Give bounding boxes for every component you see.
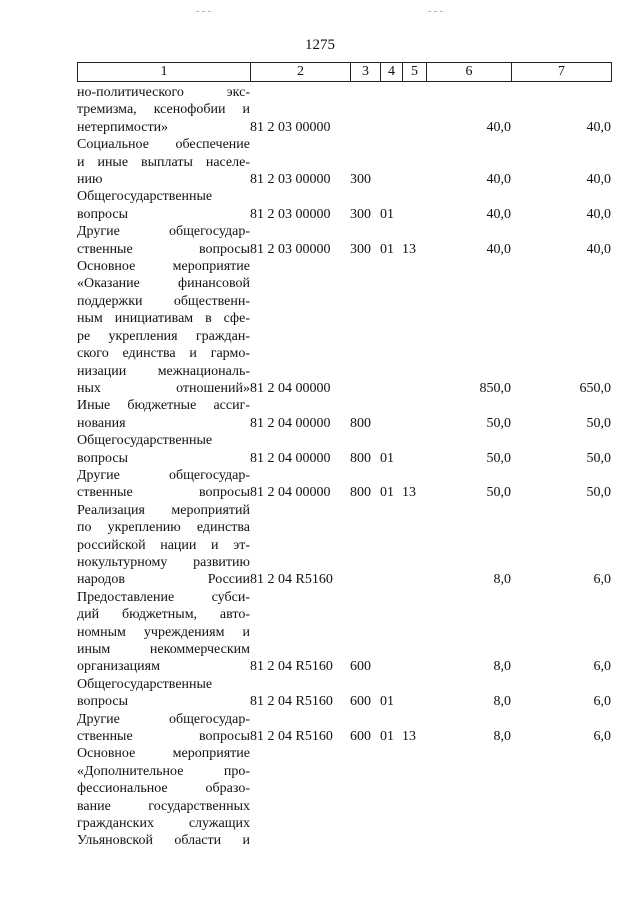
row-name-line: ных отношений» — [77, 380, 250, 396]
row-code: 81 2 04 00000 — [250, 450, 331, 466]
row-col-3: 600 — [350, 659, 371, 675]
row-col-3 — [350, 745, 380, 849]
row-col-4 — [380, 502, 402, 589]
row-name — [77, 432, 250, 467]
row-col-4 — [380, 84, 402, 136]
row-col-5 — [402, 745, 426, 849]
row-name-line: Иные бюджетные ассиг- — [77, 398, 250, 414]
row-col-5 — [402, 397, 426, 432]
row-col-7: 40,0 — [586, 119, 611, 135]
row-col-7: 6,0 — [593, 572, 611, 588]
row-col-4: 01 — [380, 485, 394, 501]
row-col-5 — [402, 432, 426, 467]
row-col-7: 6,0 — [593, 729, 611, 745]
row-col-3 — [350, 84, 380, 136]
row-name-line: но-политического экс- — [77, 85, 250, 100]
row-name — [77, 589, 250, 676]
row-name-line: организациям — [77, 659, 160, 675]
table-row — [77, 188, 611, 223]
row-col-6: 40,0 — [486, 172, 511, 188]
header-col-1: 1 — [78, 63, 251, 82]
row-col-3: 800 — [350, 485, 371, 501]
row-col-3 — [350, 502, 380, 589]
row-col-4: 01 — [380, 729, 394, 745]
row-name-line: нию — [77, 172, 103, 188]
table-row — [77, 397, 611, 432]
row-name — [77, 84, 250, 136]
row-name — [77, 188, 250, 223]
row-col-5 — [402, 136, 426, 188]
row-name-line: Другие общегосудар- — [77, 711, 250, 727]
row-col-3: 600 — [350, 729, 371, 745]
page-number: 1275 — [305, 37, 335, 53]
row-code: 81 2 03 00000 — [250, 206, 331, 222]
row-name-line: «Оказание финансовой — [77, 276, 250, 292]
row-col-6: 8,0 — [493, 729, 511, 745]
row-name — [77, 467, 250, 502]
header-col-5: 5 — [403, 63, 427, 82]
table-row — [77, 258, 611, 397]
row-col-3: 600 — [350, 694, 371, 710]
header-row — [78, 63, 612, 82]
row-name-line: вопросы — [77, 450, 128, 466]
row-col-6: 8,0 — [493, 659, 511, 675]
row-col-4: 01 — [380, 694, 394, 710]
row-col-4 — [380, 397, 402, 432]
row-name-line: Основное мероприятие — [77, 259, 250, 275]
row-name-line: Другие общегосудар- — [77, 224, 250, 240]
row-name-line: и иные выплаты населе- — [77, 154, 250, 170]
row-name-line: Предоставление субси- — [77, 589, 250, 605]
row-name — [77, 397, 250, 432]
row-name-line: нетерпимости» — [77, 119, 169, 135]
row-code: 81 2 03 00000 — [250, 172, 331, 188]
row-name-line: нования — [77, 415, 126, 431]
row-name-line: ре укрепления граждан- — [77, 328, 250, 344]
row-name-line: вание государственных — [77, 798, 250, 814]
header-col-6: 6 — [427, 63, 512, 82]
row-name-line: Общегосударственные — [77, 433, 213, 449]
table-row — [77, 432, 611, 467]
row-name-line: ственные вопросы — [77, 241, 250, 257]
row-name-line: Ульяновской области и — [77, 833, 250, 849]
row-name — [77, 745, 250, 849]
row-name-line: вопросы — [77, 206, 128, 222]
header-col-7: 7 — [512, 63, 612, 82]
row-name-line: ным инициативам в сфе- — [77, 311, 250, 327]
row-col-6: 8,0 — [493, 572, 511, 588]
row-col-3: 800 — [350, 415, 371, 431]
row-name-line: Основное мероприятие — [77, 746, 250, 762]
row-col-7: 6,0 — [593, 659, 611, 675]
row-col-5: 13 — [402, 485, 416, 501]
row-col-5 — [402, 676, 426, 711]
row-col-7: 40,0 — [586, 241, 611, 257]
row-name — [77, 136, 250, 188]
table-row — [77, 502, 611, 589]
row-code: 81 2 04 R5160 — [250, 572, 333, 588]
row-col-6: 40,0 — [486, 241, 511, 257]
row-name-line: Другие общегосудар- — [77, 467, 250, 483]
row-name-line: российской нации и эт- — [77, 537, 250, 553]
row-col-6: 40,0 — [486, 119, 511, 135]
row-name-line: ственные вопросы — [77, 485, 250, 501]
row-col-4 — [380, 136, 402, 188]
row-code — [250, 745, 350, 849]
header-col-2: 2 — [251, 63, 351, 82]
row-col-4: 01 — [380, 206, 394, 222]
row-col-5 — [402, 258, 426, 397]
row-col-6 — [426, 745, 511, 849]
row-col-6: 50,0 — [486, 415, 511, 431]
row-name-line: Реализация мероприятий — [77, 502, 250, 518]
row-col-4: 01 — [380, 450, 394, 466]
row-col-3: 300 — [350, 241, 371, 257]
row-code: 81 2 03 00000 — [250, 241, 331, 257]
row-name-line: Социальное обеспечение — [77, 137, 250, 153]
row-col-7: 50,0 — [586, 415, 611, 431]
row-col-4: 01 — [380, 241, 394, 257]
row-code: 81 2 04 00000 — [250, 380, 331, 396]
row-name — [77, 223, 250, 258]
row-col-5 — [402, 589, 426, 676]
row-code: 81 2 04 00000 — [250, 415, 331, 431]
row-col-4 — [380, 258, 402, 397]
row-col-7 — [511, 745, 611, 849]
row-col-7: 650,0 — [579, 380, 611, 396]
row-name-line: «Дополнительное про- — [77, 763, 250, 779]
row-col-7: 50,0 — [586, 485, 611, 501]
row-col-6: 40,0 — [486, 206, 511, 222]
row-col-5: 13 — [402, 729, 416, 745]
table-row — [77, 676, 611, 711]
header-col-4: 4 — [381, 63, 403, 82]
row-col-4 — [380, 745, 402, 849]
row-col-6: 850,0 — [479, 380, 511, 396]
row-name — [77, 676, 250, 711]
row-code: 81 2 04 R5160 — [250, 729, 333, 745]
row-code: 81 2 04 00000 — [250, 485, 331, 501]
row-code: 81 2 04 R5160 — [250, 659, 333, 675]
row-col-6: 50,0 — [486, 450, 511, 466]
row-name — [77, 258, 250, 397]
row-name-line: номным учреждениям и — [77, 624, 250, 640]
table-row — [77, 745, 611, 849]
row-name-line: Общегосударственные — [77, 676, 213, 692]
row-col-5 — [402, 502, 426, 589]
row-name-line: фессиональное образо- — [77, 781, 250, 797]
table-row — [77, 136, 611, 188]
scan-mark: ‑ ‑ ‑ — [196, 6, 211, 17]
table-row — [77, 84, 611, 136]
row-col-4 — [380, 589, 402, 676]
row-col-7: 6,0 — [593, 694, 611, 710]
header-col-3: 3 — [351, 63, 381, 82]
table-header — [77, 62, 612, 82]
budget-table — [77, 84, 611, 850]
row-col-3 — [350, 258, 380, 397]
scan-mark: ‑ ‑ ‑ — [428, 6, 443, 17]
row-col-6: 50,0 — [486, 485, 511, 501]
row-col-5: 13 — [402, 241, 416, 257]
row-name-line: гражданских служащих — [77, 816, 250, 832]
table-row — [77, 711, 611, 746]
row-name — [77, 502, 250, 589]
row-col-5 — [402, 84, 426, 136]
row-col-7: 40,0 — [586, 206, 611, 222]
row-name-line: народов России — [77, 572, 250, 588]
row-col-3: 800 — [350, 450, 371, 466]
row-col-3: 300 — [350, 172, 371, 188]
row-name-line: Общегосударственные — [77, 189, 213, 205]
row-name-line: поддержки общественн- — [77, 293, 250, 309]
row-col-7: 50,0 — [586, 450, 611, 466]
row-name-line: иным некоммерческим — [77, 642, 250, 657]
row-name-line: по укреплению единства — [77, 520, 250, 536]
table-row — [77, 223, 611, 258]
row-col-6: 8,0 — [493, 694, 511, 710]
row-name-line: низации межнациональ- — [77, 363, 250, 379]
row-col-5 — [402, 188, 426, 223]
row-code: 81 2 03 00000 — [250, 119, 331, 135]
row-name-line: нокультурному развитию — [77, 554, 250, 570]
row-col-3: 300 — [350, 206, 371, 222]
row-name-line: ского единства и гармо- — [77, 346, 250, 362]
row-name-line: ственные вопросы — [77, 729, 250, 745]
row-name-line: дий бюджетным, авто- — [77, 607, 250, 623]
table-row — [77, 589, 611, 676]
row-code: 81 2 04 R5160 — [250, 694, 333, 710]
row-name-line: тремизма, ксенофобии и — [77, 102, 250, 118]
row-col-7: 40,0 — [586, 172, 611, 188]
table-row — [77, 467, 611, 502]
row-name — [77, 711, 250, 746]
row-name-line: вопросы — [77, 694, 128, 710]
